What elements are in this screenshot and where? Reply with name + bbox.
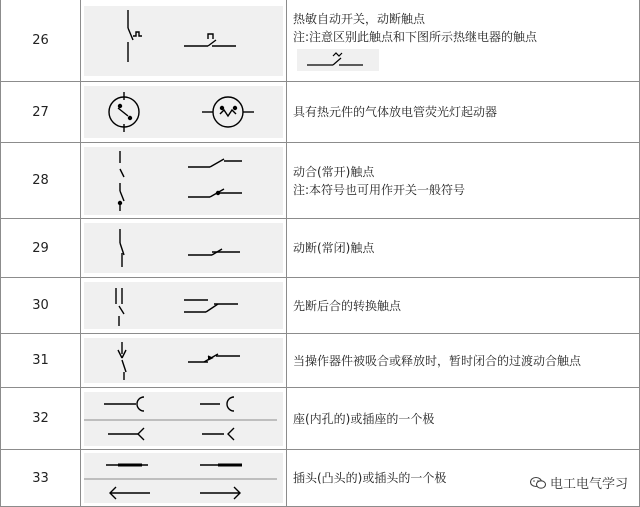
socket-pole-symbol: [84, 392, 277, 446]
description-text: 插头(凸头的)或插头的一个极: [293, 471, 447, 485]
symbol-cell: [81, 143, 287, 219]
watermark: [530, 473, 628, 492]
table-row: [1, 0, 640, 82]
make-contact-symbol: [84, 147, 277, 215]
description-cell: [287, 143, 640, 219]
description-cell: [287, 388, 640, 450]
description-cell: [287, 278, 640, 334]
table-row: [1, 388, 640, 450]
symbol-cell: [81, 278, 287, 334]
description-cell: [287, 219, 640, 278]
row-number: 32: [1, 388, 81, 450]
description-text: 先断后合的转换触点: [293, 298, 402, 313]
watermark-text: 电工电气学习: [549, 477, 628, 492]
note-text: 注:本符号也可用作开关一般符号: [293, 182, 466, 197]
row-number: 31: [1, 334, 81, 388]
description-text: 当操作器件被吸合或释放时，暂时闭合的过渡动合触点: [293, 353, 582, 368]
row-number: 26: [1, 0, 81, 82]
symbol-cell: [81, 450, 287, 507]
break-contact-symbol: [84, 223, 277, 273]
symbol-cell: [81, 219, 287, 278]
description-cell: [287, 82, 640, 143]
description-cell: [287, 0, 640, 82]
table-row: [1, 82, 640, 143]
description-text: 热敏自动开关，动断触点: [293, 12, 426, 26]
row-number: 27: [1, 82, 81, 143]
thermal-switch-break-contact-symbol: [84, 6, 277, 76]
fluorescent-starter-symbol: [84, 86, 277, 138]
row-number: 28: [1, 143, 81, 219]
table-row: [1, 143, 640, 219]
thermal-relay-contact-symbol: [297, 49, 379, 71]
row-number: 29: [1, 219, 81, 278]
description-text: 动断(常闭)触点: [293, 241, 375, 255]
transitional-make-contact-symbol: [84, 338, 277, 383]
table-row: [1, 334, 640, 388]
note-text: 注:注意区别此触点和下图所示热继电器的触点: [293, 30, 538, 44]
row-number: 30: [1, 278, 81, 334]
wechat-icon: [530, 476, 546, 490]
plug-pole-symbol: [84, 453, 277, 503]
description-text: 具有热元件的气体放电管荧光灯起动器: [293, 105, 498, 119]
description-cell: [287, 334, 640, 388]
description-text: 座(内孔的)或插座的一个极: [293, 411, 435, 426]
changeover-contact-symbol: [84, 282, 277, 329]
table-row: [1, 219, 640, 278]
row-number: 33: [1, 450, 81, 507]
symbol-cell: [81, 82, 287, 143]
symbol-cell: [81, 334, 287, 388]
symbol-cell: [81, 0, 287, 82]
table-row: [1, 278, 640, 334]
symbol-cell: [81, 388, 287, 450]
description-text: 动合(常开)触点: [293, 164, 375, 179]
